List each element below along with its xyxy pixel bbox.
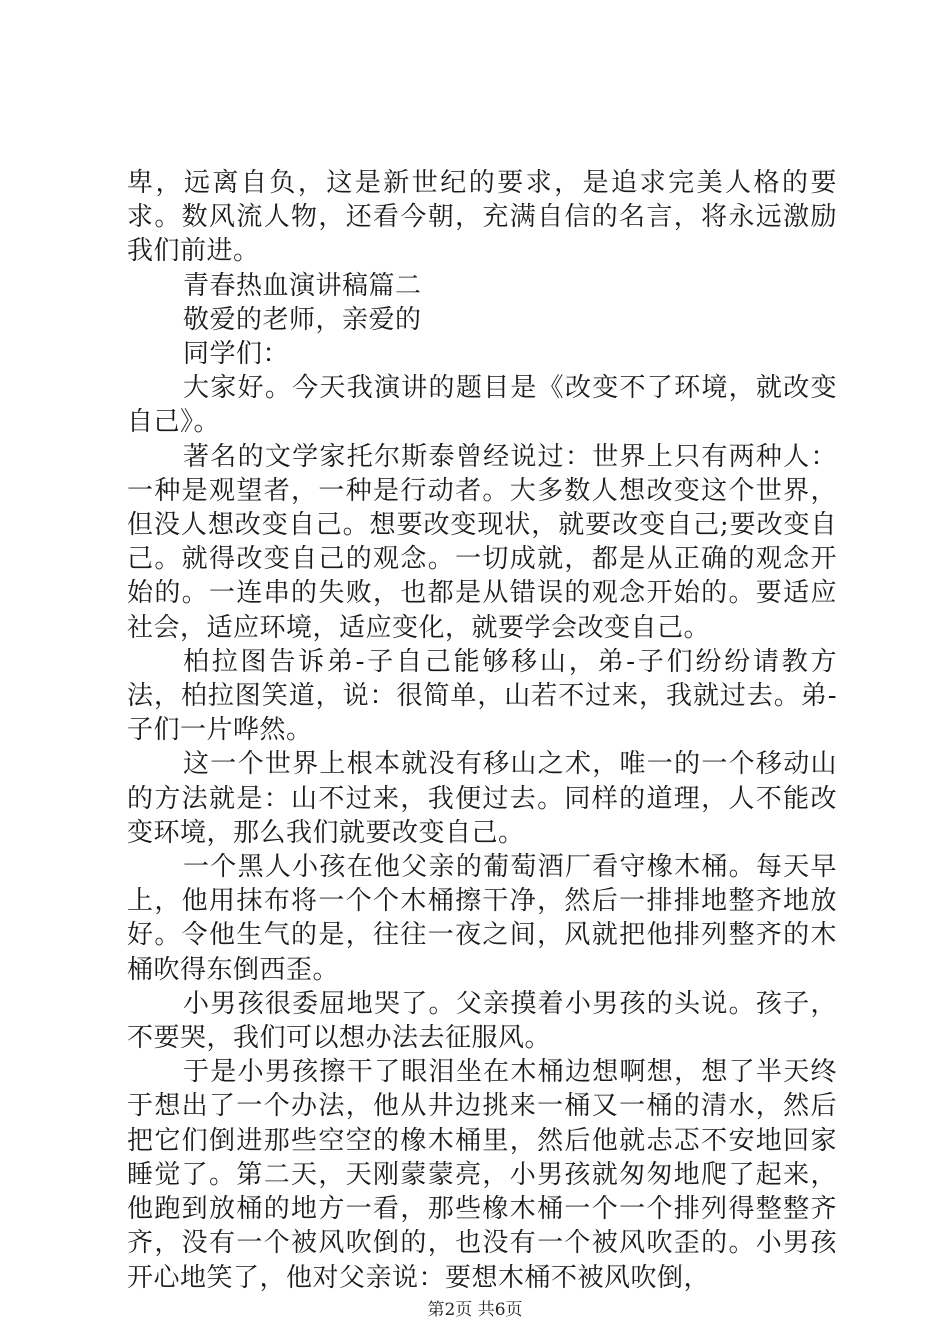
paragraph-boy-barrels: 一个黑人小孩在他父亲的葡萄酒厂看守橡木桶。每天早上，他用抹布将一个个木桶擦干净，然后一排排地整齐地放好。令他生气的是，往往一夜之间，风就把他排列整齐的木桶吹得东倒西歪。 (127, 852, 837, 985)
salutation-line-1: 敬爱的老师，亲爱的 (183, 304, 422, 335)
paragraph-water: 于是小男孩擦干了眼泪坐在木桶边想啊想，想了半天终于想出了一个办法，他从井边挑来一桶又一桶的清水，然后把它们倒进那些空空的橡木桶里，然后他就忐忑不安地回家睡觉了。第二天，天刚蒙蒙亮，小男孩就匆匆地爬了起来，他跑到放桶的地方一看，那些橡木桶一个一个排列得整整齐齐，没有一个被风吹倒的，也没有一个被风吹歪的。小男孩开心地笑了，他对父亲说：要想木桶不被风吹倒， (127, 1057, 837, 1293)
paragraph-greeting: 大家好。今天我演讲的题目是《改变不了环境，就改变自己》。 (127, 373, 837, 438)
paragraph-father: 小男孩很委屈地哭了。父亲摸着小男孩的头说。孩子，不要哭，我们可以想办法去征服风。 (127, 988, 837, 1054)
paragraph-tolstoy: 著名的文学家托尔斯泰曾经说过：世界上只有两种人：一种是观望者，一种是行动者。大多数人想改变这个世界，但没人想改变自己。想要改变现状，就要改变自己;要改变自己。就得改变自己的观念。一切成就，都是从正确的观念开始的。一连串的失败，也都是从错误的观念开始的。要适应社会，适应环境，适应变化，就要学会改变自己。 (127, 441, 837, 643)
paragraph-mountain: 这一个世界上根本就没有移山之术，唯一的一个移动山的方法就是：山不过来，我便过去。同样的道理，人不能改变环境，那么我们就要改变自己。 (127, 749, 837, 848)
section-heading: 青春热血演讲稿篇二 (183, 270, 422, 301)
paragraph-1: 卑，远离自负，这是新世纪的要求，是追求完美人格的要求。数风流人物，还看今朝，充满自信的名言，将永远激励我们前进。 (127, 168, 837, 267)
paragraph-plato: 柏拉图告诉弟-子自己能够移山，弟-子们纷纷请教方法，柏拉图笑道，说：很简单，山若不过来，我就过去。弟-子们一片哗然。 (127, 646, 837, 746)
page-footer: 第2页 共6页 (427, 1300, 523, 1320)
salutation-line-2: 同学们： (183, 339, 290, 370)
body-text (127, 166, 837, 1295)
